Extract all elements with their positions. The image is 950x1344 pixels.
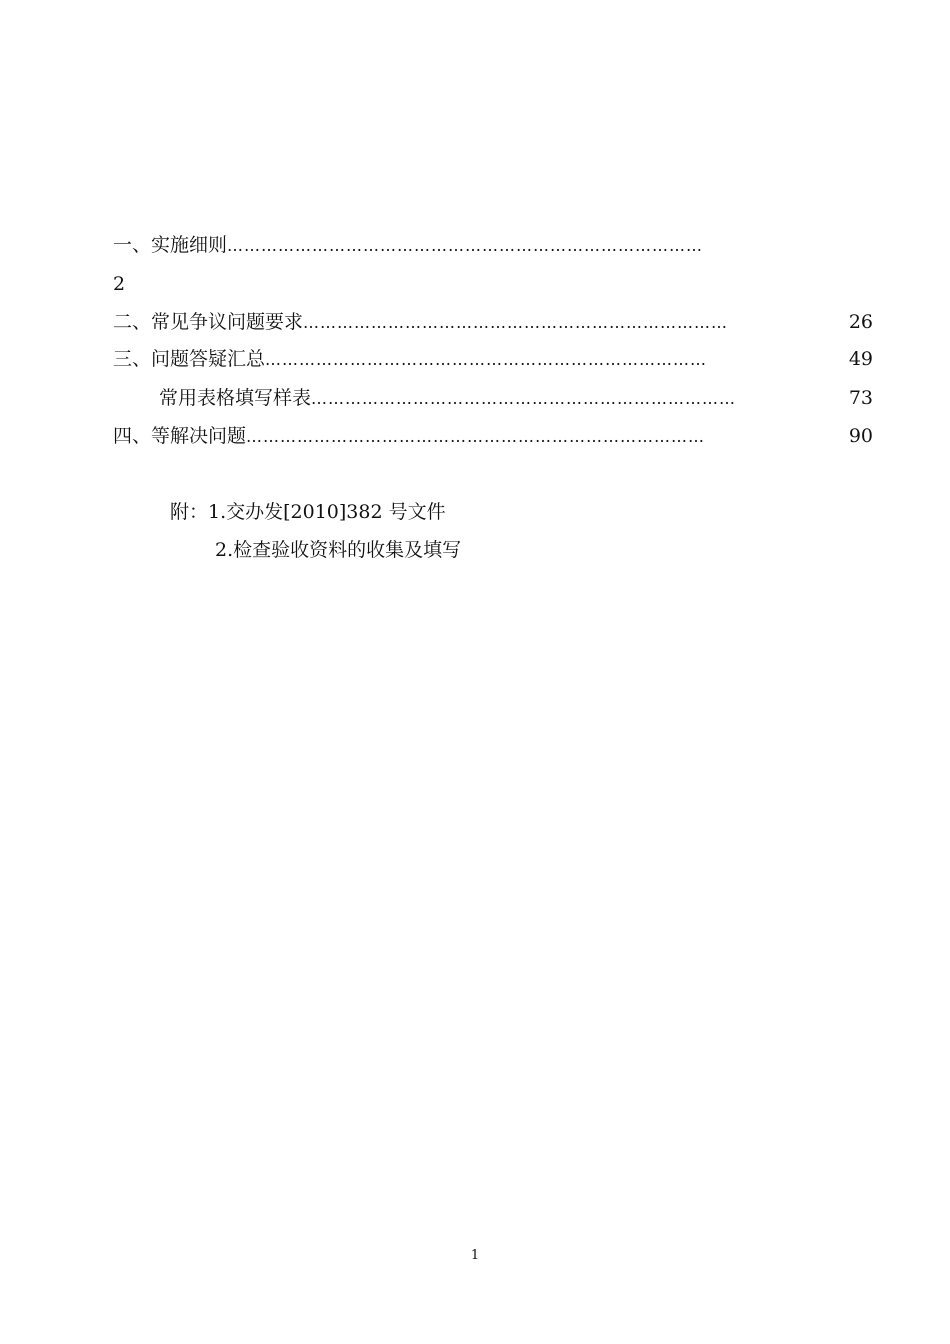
toc-entry-3 [113,347,873,371]
toc-entry-4 [113,424,873,448]
toc-entry-1 [113,233,881,257]
toc-entry-3-sub-label: 常用表格填写样表 [159,387,312,409]
toc-entry-3-label: 三、问题答疑汇总 [113,348,266,370]
toc-entry-1-dots: ………………………………………………………………………… [227,236,704,255]
page-number: 1 [470,1248,480,1263]
toc-entry-3-dots: …………………………………………………………………… [265,350,708,369]
toc-entry-3-sub [159,386,873,410]
toc-entry-3-sub-page: 73 [848,387,873,409]
toc-entry-4-label: 四、等解决问题 [113,425,247,447]
toc-entry-1-label: 一、实施细则 [113,234,228,256]
toc-entry-2-label: 二、常见争议问题要求 [113,311,304,333]
toc-entry-4-dots: ……………………………………………………………………… [246,427,706,446]
toc-entry-2-page: 26 [848,311,873,333]
toc-entry-1-page: 2 [113,273,126,295]
toc-entry-3-page: 49 [848,348,873,370]
toc-entry-2-dots: ………………………………………………………………… [303,313,729,332]
appendix-line-2: 2.检查验收资料的收集及填写 [215,539,462,561]
toc-entry-3-sub-dots: ………………………………………………………………… [311,389,737,408]
toc-entry-4-page: 90 [848,425,873,447]
toc-entry-2 [113,310,873,334]
appendix-line-1: 附：1.交办发[2010]382 号文件 [170,501,446,523]
